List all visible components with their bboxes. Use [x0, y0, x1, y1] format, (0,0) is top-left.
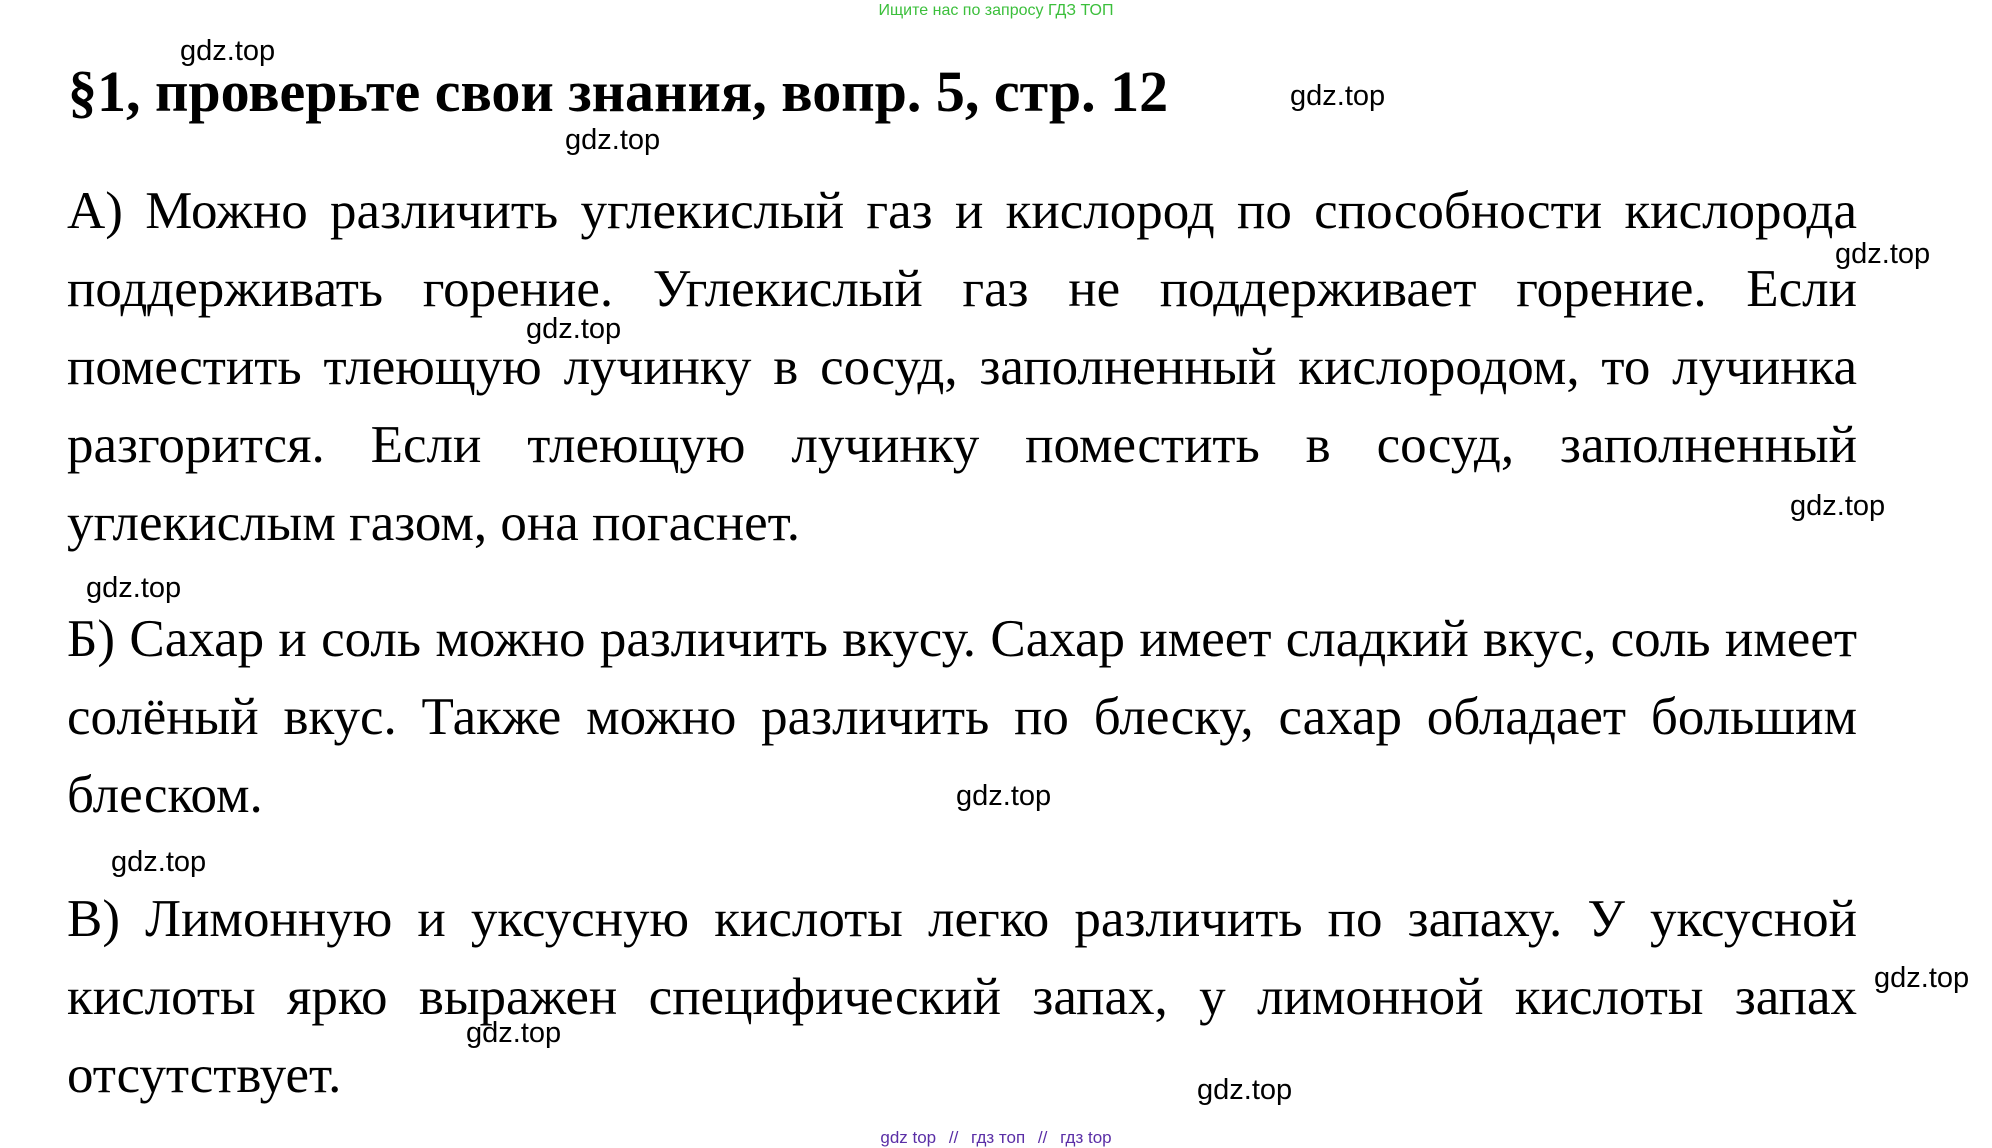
watermark: gdz.top [565, 124, 661, 156]
watermark: gdz.top [466, 1017, 562, 1049]
watermark: gdz.top [956, 780, 1052, 812]
answer-paragraph-c: В) Лимонную и уксусную кислоты легко различить по запаху. У уксусной кислоты ярко выражен специфический запах, у лимонной кислоты запах отсутствует. [67, 890, 1857, 1104]
watermark: gdz.top [526, 313, 622, 345]
footer-separator: // [948, 1128, 959, 1147]
watermark: gdz.top [111, 846, 207, 878]
watermark: gdz.top [1874, 962, 1970, 994]
watermark: gdz.top [1290, 80, 1386, 112]
footer-link[interactable]: гдз топ [971, 1128, 1026, 1147]
footer-link[interactable]: гдз top [1060, 1128, 1112, 1147]
footer-link[interactable]: gdz top [880, 1128, 937, 1147]
watermark: gdz.top [1197, 1074, 1293, 1106]
watermark: gdz.top [180, 35, 276, 67]
watermark: gdz.top [1835, 238, 1931, 270]
footer-links [0, 1128, 1992, 1148]
answer-paragraph-b: Б) Сахар и соль можно различить вкусу. Сахар имеет сладкий вкус, соль имеет солёный вкус. Также можно различить по блеску, сахар обладает большим блеском. [67, 610, 1857, 824]
footer-separator: // [1037, 1128, 1048, 1147]
top-banner: Ищите нас по запросу ГДЗ ТОП [878, 2, 1114, 19]
page-title: §1, проверьте свои знания, вопр. 5, стр. 12 [68, 59, 1169, 124]
answer-paragraph-a: А) Можно различить углекислый газ и кислород по способности кислорода поддерживать горение. Углекислый газ не поддерживает горение. Если поместить тлеющую лучинку в сосуд, заполненный кислородом, то лучинка разгорится. Если тлеющую лучинку поместить в сосуд, заполненный углекислым газом, она погаснет. [67, 182, 1857, 552]
watermark: gdz.top [1790, 490, 1886, 522]
watermark: gdz.top [86, 572, 182, 604]
